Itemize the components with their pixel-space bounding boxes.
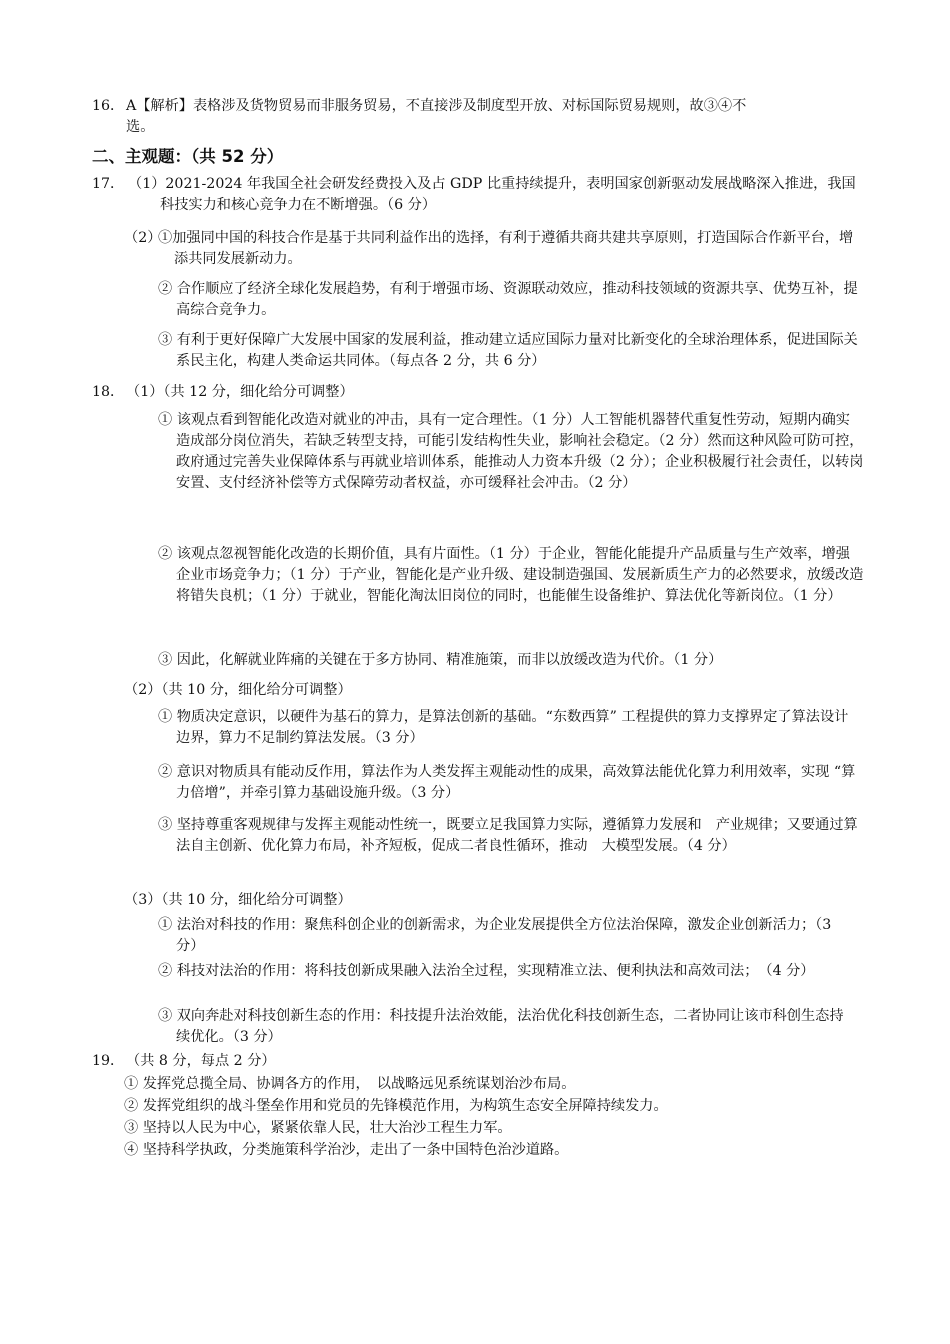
q18-part1-item: ③ 因此，化解就业阵痛的关键在于多方协同、精准施策，而非以放缓改造为代价。（1 分） bbox=[158, 652, 723, 668]
q19-item: ② 发挥党组织的战斗堡垒作用和党员的先锋模范作用，为构筑生态安全屏障持续发力。 bbox=[124, 1098, 668, 1114]
q17-part2 bbox=[124, 228, 864, 270]
q18-part3-item: ① 法治对科技的作用：聚焦科创企业的创新需求，为企业发展提供全方位法治保障，激发企业创新活力；（3 分） bbox=[158, 917, 832, 954]
q16-block bbox=[92, 96, 752, 138]
q19-item: ① 发挥党总揽全局、协调各方的作用， 以战略远见系统谋划治沙布局。 bbox=[124, 1076, 576, 1092]
q18-part2-title: （2）（共 10 分，细化给分可调整） bbox=[124, 682, 352, 698]
q18-part2-item: ① 物质决定意识，以硬件为基石的算力，是算法创新的基础。“东数西算” 工程提供的算力支撑界定了算法设计边界，算力不足制约算法发展。（3 分） bbox=[158, 709, 849, 746]
q18-number: 18． bbox=[92, 384, 125, 400]
q17-part2-item: ①加强同中国的科技合作是基于共同利益作出的选择，有利于遵循共商共建共享原则，打造国际合作新平台，增添共同发展新动力。 bbox=[158, 230, 854, 267]
q17-part2-item: ③ 有利于更好保障广大发展中国家的发展利益，推动建立适应国际力量对比新变化的全球治理体系，促进国际关系民主化，构建人类命运共同体。（每点各 2 分，共 6 分） bbox=[158, 332, 858, 369]
q17-part1-text: （1）2021-2024 年我国全社会研发经费投入及占 GDP 比重持续提升，表明国家创新驱动发展战略深入推进，我国科技实力和核心竞争力在不断增强。（6 分） bbox=[128, 176, 856, 213]
q17-part1 bbox=[92, 174, 862, 216]
q18-part3-item: ③ 双向奔赴对科技创新生态的作用：科技提升法治效能，法治优化科技创新生态，二者协同让该市科创生态持续优化。（3 分） bbox=[158, 1008, 844, 1045]
q16-text: A【解析】表格涉及货物贸易而非服务贸易，不直接涉及制度型开放、对标国际贸易规则，故③④不选。 bbox=[126, 98, 747, 135]
q17-part2-label: （2） bbox=[124, 230, 162, 246]
q19-title: （共 8 分，每点 2 分） bbox=[126, 1053, 276, 1069]
q19-number: 19． bbox=[92, 1053, 125, 1069]
q16-number: 16． bbox=[92, 98, 125, 114]
q19-item: ③ 坚持以人民为中心，紧紧依靠人民，壮大治沙工程生力军。 bbox=[124, 1120, 512, 1136]
q18-part1-item: ① 该观点看到智能化改造对就业的冲击，具有一定合理性。（1 分）人工智能机器替代重复性劳动，短期内确实造成部分岗位消失，若缺乏转型支持，可能引发结构性失业，影响社会稳定。（2 分）然而这种风险可防可控，政府通过完善失业保障体系与再就业培训体系，能推动人力资本升级（2 分）；企业积极履行社会责任，以转岗安置、支付经济补偿等方式保障劳动者权益，亦可缓释社会冲击。（2 分） bbox=[158, 412, 864, 491]
q19-heading bbox=[92, 1051, 852, 1072]
section-2-heading: 二、主观题：（共 52 分） bbox=[92, 147, 284, 166]
q18-part2-item: ② 意识对物质具有能动反作用，算法作为人类发挥主观能动性的成果，高效算法能优化算力利用效率，实现 “算力倍增”，并牵引算力基础设施升级。（3 分） bbox=[158, 764, 856, 801]
q18-part1-item: ② 该观点忽视智能化改造的长期价值，具有片面性。（1 分）于企业，智能化能提升产品质量与生产效率，增强企业市场竞争力；（1 分）于产业，智能化是产业升级、建设制造强国、发展新质生产力的必然要求，放缓改造将错失良机；（1 分）于就业，智能化淘汰旧岗位的同时，也能催生设备维护、算法优化等新岗位。（1 分） bbox=[158, 546, 864, 604]
q17-part2-item: ② 合作顺应了经济全球化发展趋势，有利于增强市场、资源联动效应，推动科技领域的资源共享、优势互补，提高综合竞争力。 bbox=[158, 281, 858, 318]
q18-part1-title: （1）（共 12 分，细化给分可调整） bbox=[126, 384, 354, 400]
q18-part3-title: （3）（共 10 分，细化给分可调整） bbox=[124, 892, 352, 908]
q18-part3-item: ② 科技对法治的作用：将科技创新成果融入法治全过程，实现精准立法、便利执法和高效司法； （4 分） bbox=[158, 963, 815, 979]
q18-part2-item: ③ 坚持尊重客观规律与发挥主观能动性统一，既要立足我国算力实际，遵循算力发展和 产业规律；又要通过算法自主创新、优化算力布局，补齐短板，促成二者良性循环，推动 大模型发展。（4 分） bbox=[158, 817, 858, 854]
q19-item: ④ 坚持科学执政，分类施策科学治沙，走出了一条中国特色治沙道路。 bbox=[124, 1142, 569, 1158]
q17-number: 17． bbox=[92, 176, 125, 192]
q18-part1-heading bbox=[92, 382, 852, 403]
